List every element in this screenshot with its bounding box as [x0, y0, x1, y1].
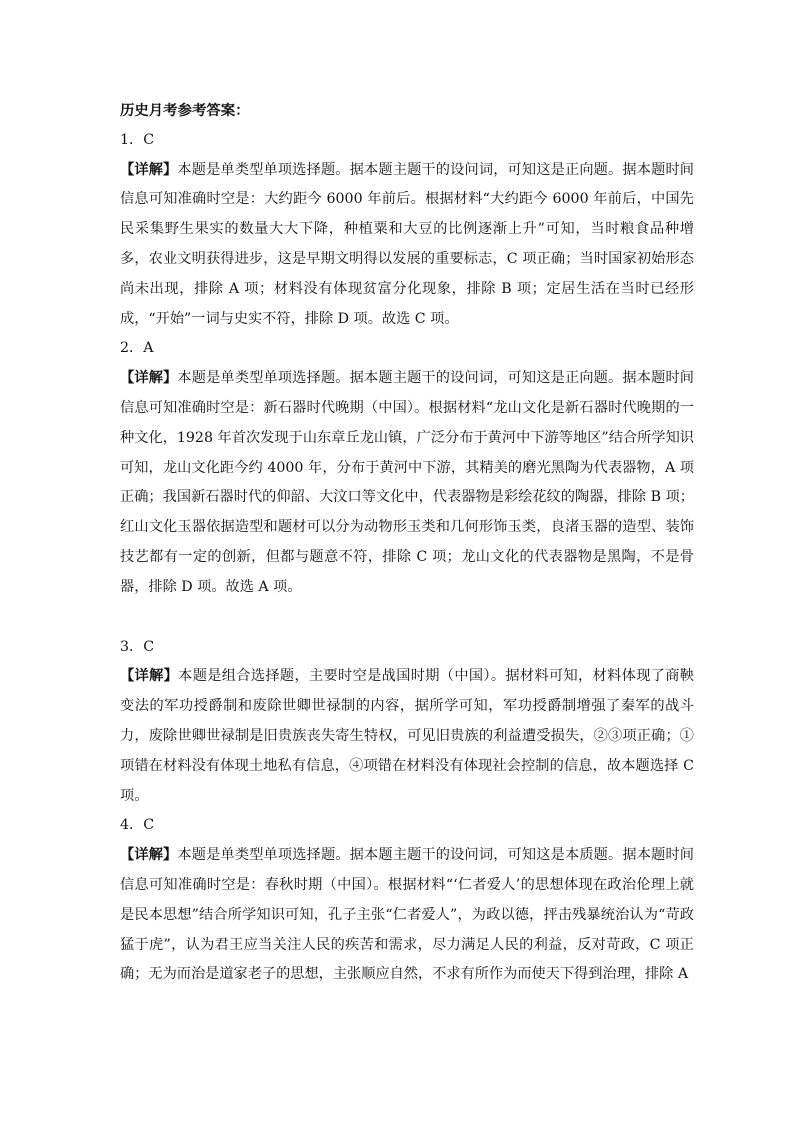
answer-explanation-3 — [120, 662, 694, 811]
explanation-text: 本题是单类型单项选择题。据本题主题干的设问词，可知这是本质题。据本题时间信息可知准确时空是：春秋时期（中国）。根据材料“‘仁者爱人’的思想体现在政治伦理上就是民本思想”结合所学知识可知，孔子主张“仁者爱人”，为政以德，抨击残暴统治认为“苛政猛于虎”，认为君王应当关注人民的疾苦和需求，尽力满足人民的利益，反对苛政，C 项正确；无为而治是道家老子的思想，主张顺应自然，不求有所作为而使天下得到治理，排除 A — [120, 847, 694, 983]
detail-label: 【详解】 — [120, 161, 178, 178]
spacer — [120, 603, 694, 633]
answer-explanation-2 — [120, 364, 694, 602]
answer-explanation-1 — [120, 156, 694, 335]
explanation-text: 本题是单类型单项选择题。据本题主题干的设问词，可知这是正向题。据本题时间信息可知准确时空是：大约距今 6000 年前后。根据材料“大约距今 6000 年前后，中国先民采集野生果实的数量大大下降，种植粟和大豆的比例逐渐上升”可知，当时粮食品种增多，农业文明获得进步，这是早期文明得以发展的重要标志，C 项正确；当时国家初始形态尚未出现，排除 A 项；材料没有体现贫富分化现象，排除 B 项；定居生活在当时已经形成，“开始”一词与史实不符，排除 D 项。故选 C 项。 — [120, 161, 694, 327]
answer-number-3: 3．C — [120, 638, 155, 655]
document-title: 历史月考参考答案： — [120, 102, 250, 119]
detail-label: 【详解】 — [120, 847, 178, 864]
explanation-text: 本题是组合选择题，主要时空是战国时期（中国）。据材料可知，材料体现了商鞅变法的军功授爵制和废除世卿世禄制的内容，据所学可知，军功授爵制增强了秦军的战斗力，废除世卿世禄制是旧贵族丧失寄生特权，可见旧贵族的利益遭受损失，②③项正确；①项错在材料没有体现土地私有信息，④项错在材料没有体现社会控制的信息，故本题选择 C 项。 — [120, 668, 694, 804]
answer-number-4: 4．C — [120, 817, 155, 834]
answer-explanation-4 — [120, 841, 694, 990]
detail-label: 【详解】 — [120, 668, 179, 685]
explanation-text: 本题是单类型单项选择题。据本题主题干的设问词，可知这是正向题。据本题时间信息可知准确时空是：新石器时代晚期（中国）。根据材料“龙山文化是新石器时代晚期的一种文化，1928 年首次发现于山东章丘龙山镇，广泛分布于黄河中下游等地区”结合所学知识可知，龙山文化距今约 4000 年，分布于黄河中下游，其精美的磨光黑陶为代表器物，A 项正确；我国新石器时代的仰韶、大汶口等文化中，代表器物是彩绘花纹的陶器，排除 B 项；红山文化玉器依据造型和题材可以分为动物形玉类和几何形饰玉类，良渚玉器的造型、装饰技艺都有一定的创新，但都与题意不符，排除 C 项；龙山文化的代表器物是黑陶，不是骨器，排除 D 项。故选 A 项。 — [120, 370, 694, 595]
answer-number-2: 2．A — [120, 340, 154, 357]
answer-number-1: 1．C — [120, 131, 155, 148]
detail-label: 【详解】 — [120, 370, 178, 387]
